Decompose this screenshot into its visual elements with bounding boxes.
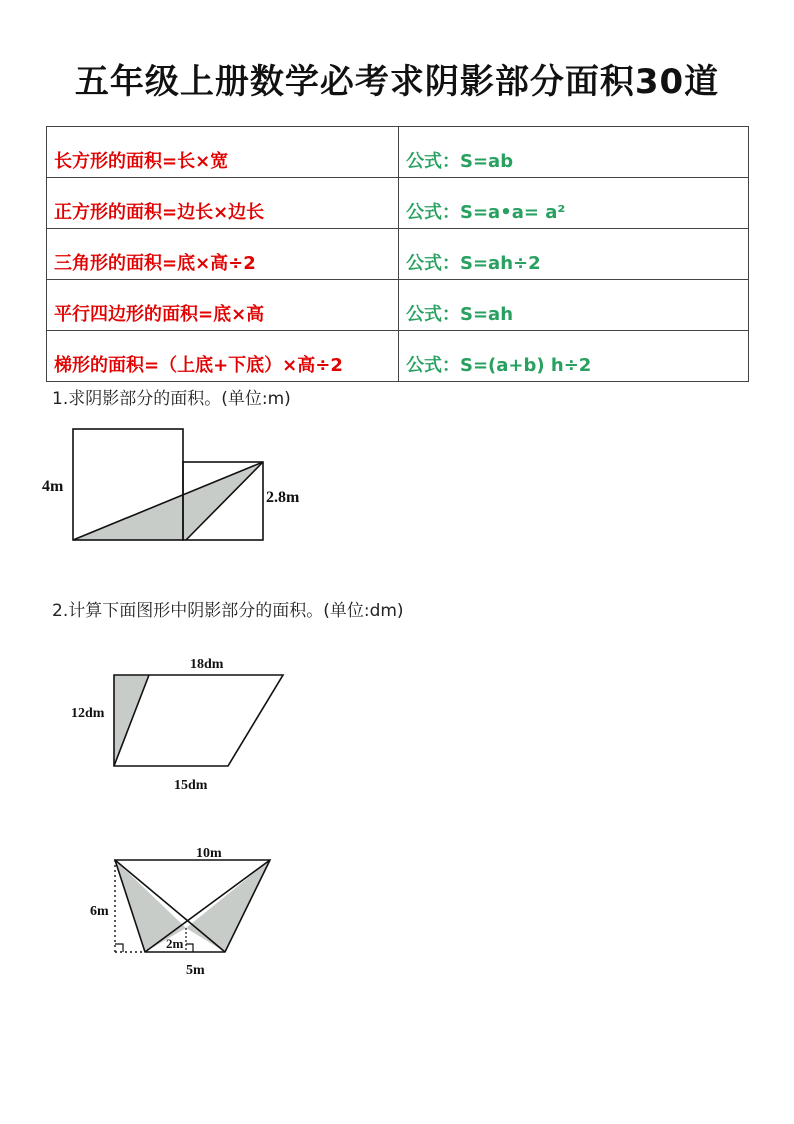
table-row — [47, 229, 749, 280]
label-left: 6m — [90, 904, 109, 919]
formula-expression: 公式：S=ah — [399, 280, 749, 331]
formula-name: 三角形的面积=底×高÷2 — [47, 229, 399, 280]
right-angle-marker — [115, 944, 123, 952]
question-2-text: 2.计算下面图形中阴影部分的面积。(单位:dm) — [52, 601, 404, 621]
right-angle-marker — [186, 944, 193, 952]
formula-expression: 公式：S=a•a= a² — [399, 178, 749, 229]
label-inner: 2m — [166, 936, 184, 951]
formula-name: 平行四边形的面积=底×高 — [47, 280, 399, 331]
table-row — [47, 127, 749, 178]
question-1-text: 1.求阴影部分的面积。(单位:m) — [52, 389, 291, 409]
figure-2-diagram — [60, 648, 300, 798]
figure-1-diagram — [40, 420, 330, 550]
formula-table — [46, 126, 749, 382]
label-top: 18dm — [190, 657, 224, 672]
table-row — [47, 331, 749, 382]
table-row — [47, 280, 749, 331]
formula-name: 正方形的面积=边长×边长 — [47, 178, 399, 229]
formula-expression: 公式：S=(a+b) h÷2 — [399, 331, 749, 382]
formula-expression: 公式：S=ah÷2 — [399, 229, 749, 280]
formula-name: 长方形的面积=长×宽 — [47, 127, 399, 178]
label-height: 4m — [42, 478, 64, 495]
formula-name: 梯形的面积=（上底+下底）×高÷2 — [47, 331, 399, 382]
figure-3-diagram — [80, 840, 290, 980]
label-right: 2.8m — [266, 489, 300, 506]
label-bottom: 5m — [186, 963, 205, 978]
label-bottom: 15dm — [174, 778, 208, 793]
page-title: 五年级上册数学必考求阴影部分面积30道 — [74, 62, 720, 102]
shaded-triangle-right — [186, 860, 270, 952]
formula-expression: 公式：S=ab — [399, 127, 749, 178]
table-row — [47, 178, 749, 229]
label-top: 10m — [196, 846, 222, 861]
label-left: 12dm — [71, 706, 105, 721]
